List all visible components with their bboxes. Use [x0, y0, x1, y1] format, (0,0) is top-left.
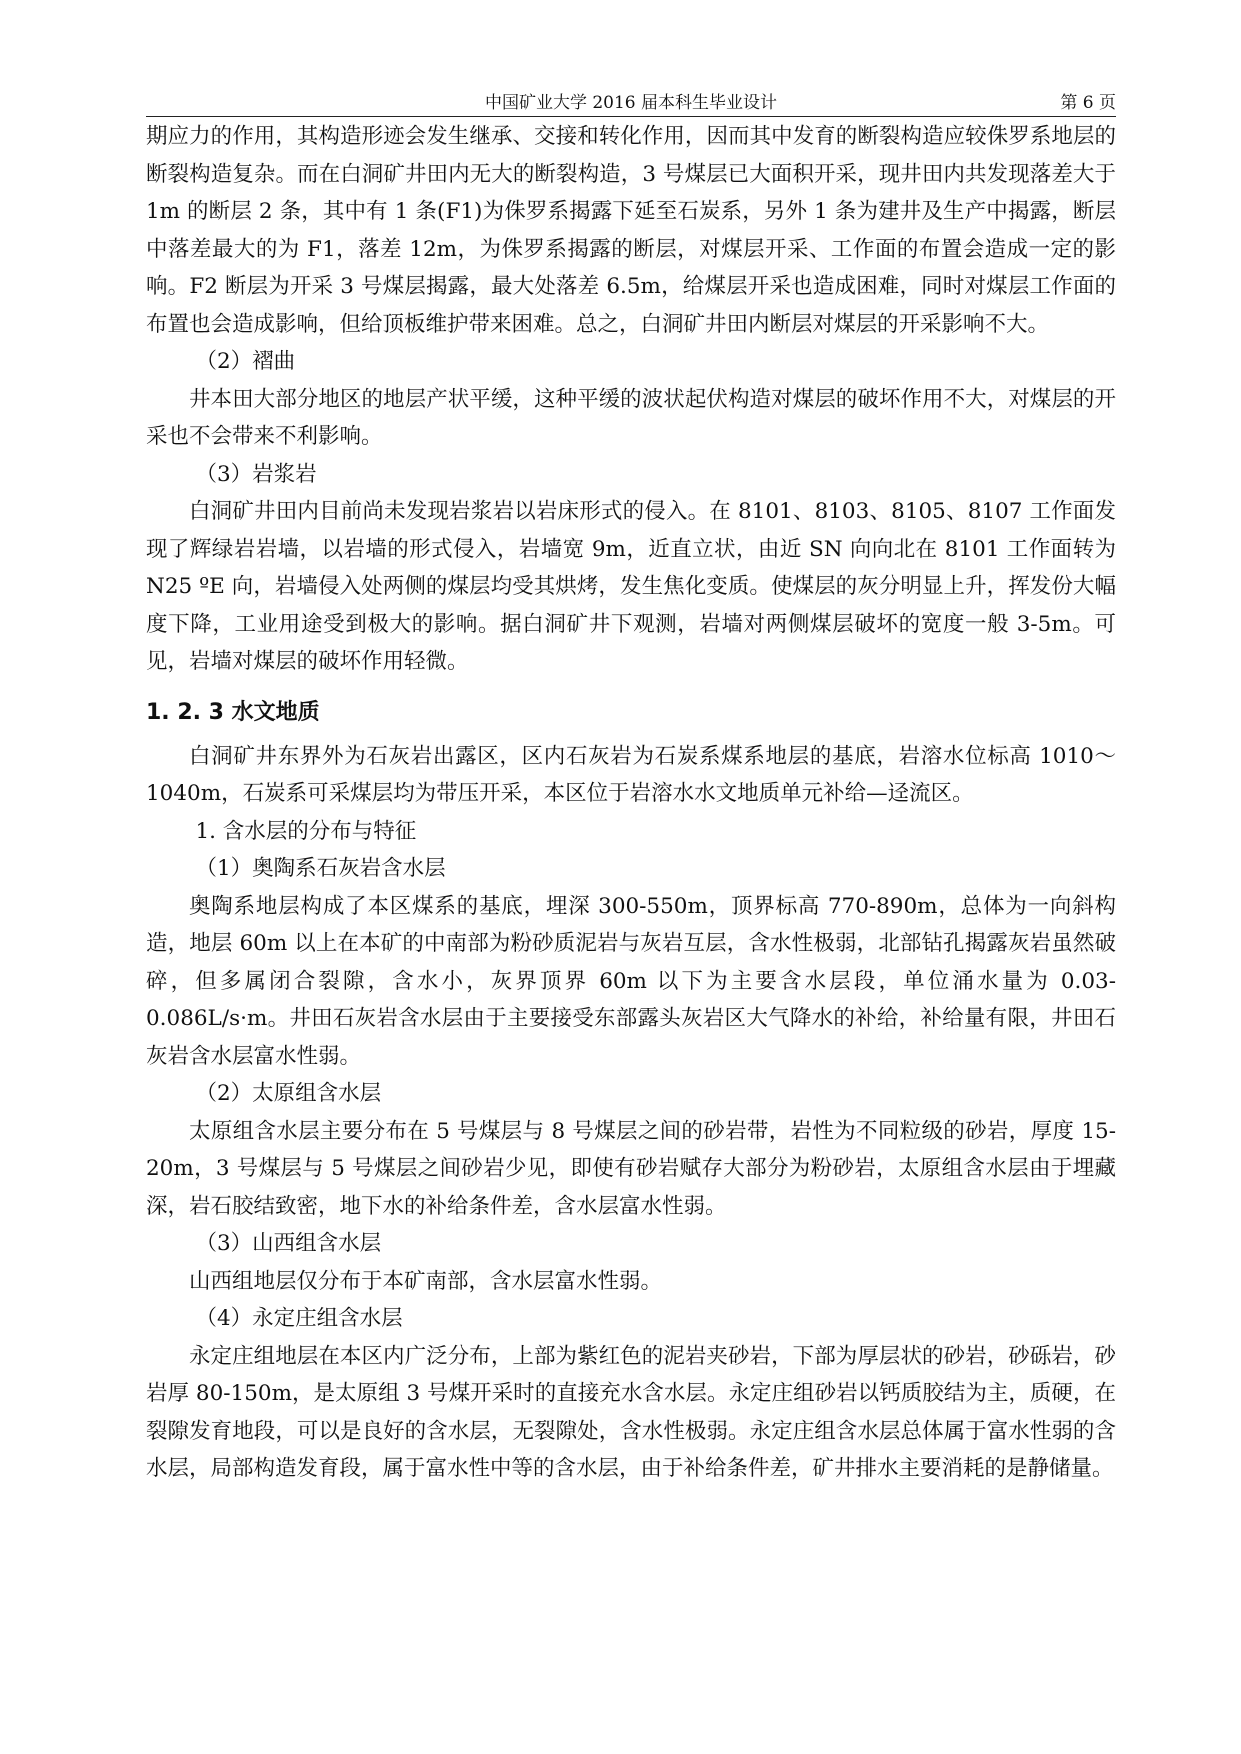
- header-title: 中国矿业大学 2016 届本科生毕业设计: [484, 93, 778, 113]
- paragraph: 太原组含水层主要分布在 5 号煤层与 8 号煤层之间的砂岩带，岩性为不同粒级的砂岩，厚度 15-20m，3 号煤层与 5 号煤层之间砂岩少见，即使有砂岩赋存大部分为粉砂岩，太原组含水层由于埋藏深，岩石胶结致密，地下水的补给条件差，含水层富水性弱。: [146, 1118, 1116, 1219]
- paragraph: 白洞矿井田内目前尚未发现岩浆岩以岩床形式的侵入。在 8101、8103、8105、8107 工作面发现了辉绿岩岩墙，以岩墙的形式侵入，岩墙宽 9m，近直立状，由近 SN 向向北在 8101 工作面转为 N25 ºE 向，岩墙侵入处两侧的煤层均受其烘烤，发生焦化变质。使煤层的灰分明显上升，挥发份大幅度下降，工业用途受到极大的影响。据白洞矿井下观测，岩墙对两侧煤层破坏的宽度一般 3-5m。可见，岩墙对煤层的破坏作用轻微。: [146, 499, 1116, 674]
- list-heading: 1. 含水层的分布与特征: [195, 818, 417, 844]
- paragraph: 期应力的作用，其构造形迹会发生继承、交接和转化作用，因而其中发育的断裂构造应较侏罗系地层的断裂构造复杂。而在白洞矿井田内无大的断裂构造，3 号煤层已大面积开采，现井田内共发现落差大于 1m 的断层 2 条，其中有 1 条(F1)为侏罗系揭露下延至石炭系，另外 1 条为建井及生产中揭露，断层中落差最大的为 F1，落差 12m，为侏罗系揭露的断层，对煤层开采、工作面的布置会造成一定的影响。F2 断层为开采 3 号煤层揭露，最大处落差 6.5m，给煤层开采也造成困难，同时对煤层工作面的布置也会造成影响，但给顶板维护带来困难。总之，白洞矿井田内断层对煤层的开采影响不大。: [146, 124, 1116, 337]
- subheading-yongdingzhuang: （4）永定庄组含水层: [195, 1306, 403, 1331]
- subheading-taiyuan: （2）太原组含水层: [195, 1081, 382, 1106]
- paragraph: 奥陶系地层构成了本区煤系的基底，埋深 300-550m，顶界标高 770-890m，总体为一向斜构造，地层 60m 以上在本矿的中南部为粉砂质泥岩与灰岩互层，含水性极弱，北部钻孔揭露灰岩虽然破碎，但多属闭合裂隙，含水小，灰界顶界 60m 以下为主要含水层段，单位涌水量为 0.03-0.086L/s·m。井田石灰岩含水层由于主要接受东部露头灰岩区大气降水的补给，补给量有限，井田石灰岩含水层富水性弱。: [146, 893, 1116, 1069]
- paragraph: 井本田大部分地区的地层产状平缓，这种平缓的波状起伏构造对煤层的破坏作用不大，对煤层的开采也不会带来不利影响。: [146, 386, 1116, 449]
- subheading-ordovician: （1）奥陶系石灰岩含水层: [195, 856, 446, 881]
- document-body: [146, 118, 1116, 1488]
- subheading-igneous-rock: （3）岩浆岩: [195, 461, 317, 487]
- subheading-shanxi: （3）山西组含水层: [195, 1231, 382, 1256]
- subheading-folds: （2）褶曲: [195, 349, 296, 374]
- paragraph: 白洞矿井东界外为石灰岩出露区，区内石灰岩为石炭系煤系地层的基底，岩溶水位标高 1010～1040m，石炭系可采煤层均为带压开采，本区位于岩溶水水文地质单元补给—迳流区。: [146, 743, 1116, 806]
- page-header: [146, 86, 1116, 117]
- paragraph: 山西组地层仅分布于本矿南部，含水层富水性弱。: [189, 1268, 663, 1294]
- section-heading: 1. 2. 3 水文地质: [146, 699, 320, 725]
- page-number: 第 6 页: [1060, 93, 1116, 113]
- paragraph: 永定庄组地层在本区内广泛分布，上部为紫红色的泥岩夹砂岩，下部为厚层状的砂岩，砂砾岩，砂岩厚 80-150m，是太原组 3 号煤开采时的直接充水含水层。永定庄组砂岩以钙质胶结为主，质硬，在裂隙发育地段，可以是良好的含水层，无裂隙处，含水性极弱。永定庄组含水层总体属于富水性弱的含水层，局部构造发育段，属于富水性中等的含水层，由于补给条件差，矿井排水主要消耗的是静储量。: [146, 1343, 1116, 1481]
